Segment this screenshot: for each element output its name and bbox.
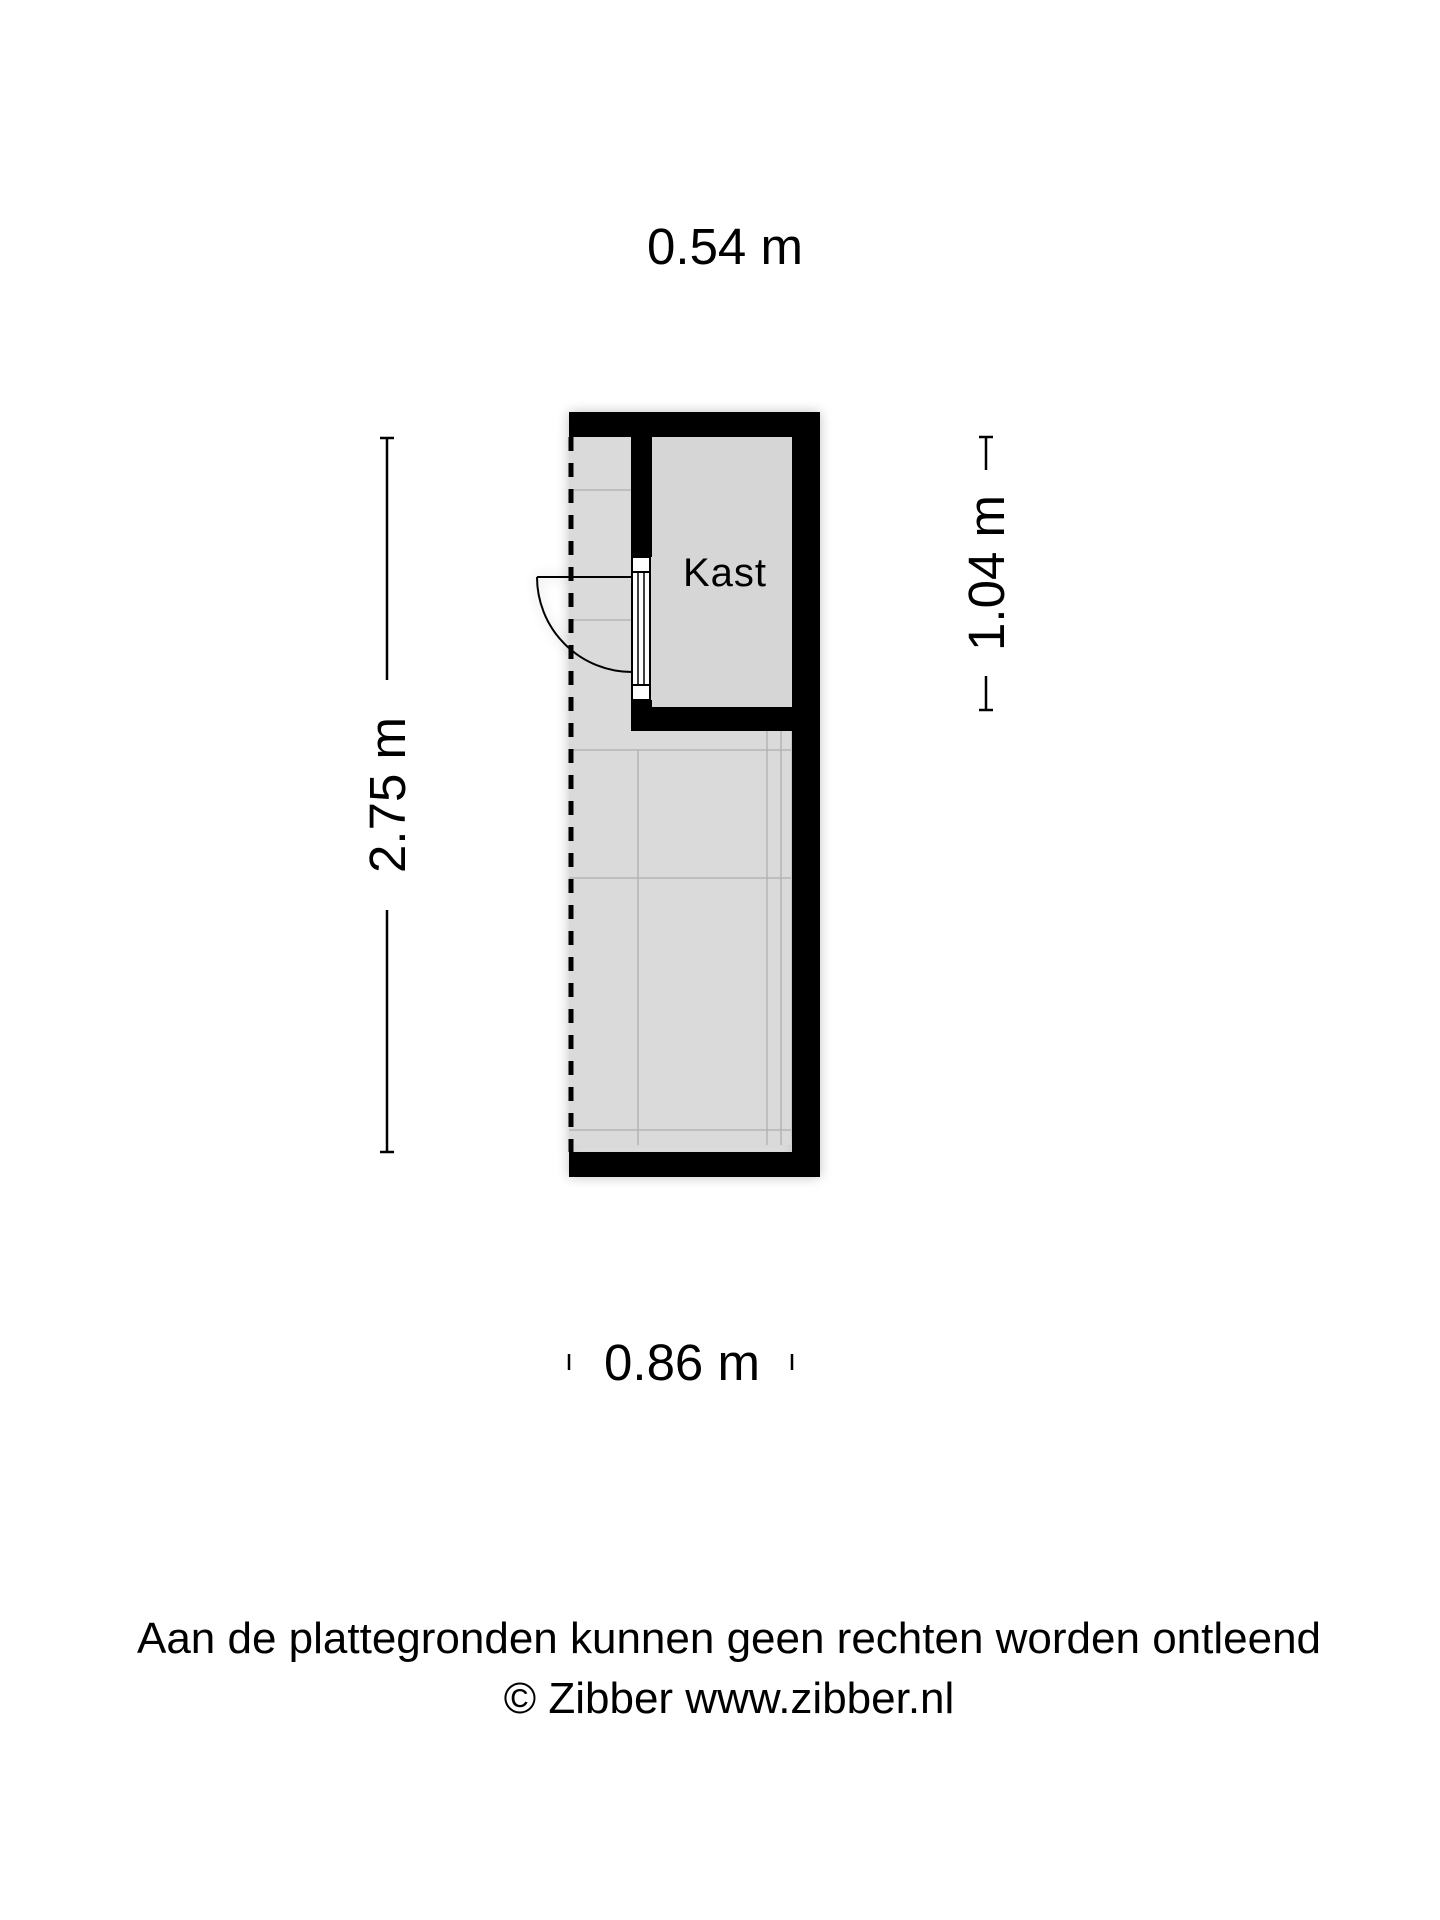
footer-copyright: © Zibber www.zibber.nl: [503, 1674, 955, 1723]
wall-kast-divider-upper: [631, 437, 652, 557]
room-label-kast: Kast: [682, 551, 768, 595]
dimension-right-label: 1.04 m: [958, 495, 1015, 651]
footer-disclaimer: Aan de plattegronden kunnen geen rechten worden ontleend: [136, 1614, 1322, 1663]
door-frame: [632, 557, 650, 700]
dimension-bottom-label: 0.86 m: [604, 1334, 760, 1391]
wall-top: [569, 412, 820, 437]
floor-plan: [537, 412, 820, 1177]
wall-bottom: [569, 1152, 820, 1177]
dimension-left-label: 2.75 m: [359, 717, 416, 873]
wall-kast-bottom: [631, 707, 792, 731]
wall-right: [792, 412, 820, 1177]
dimension-top-label: 0.54 m: [647, 218, 803, 275]
